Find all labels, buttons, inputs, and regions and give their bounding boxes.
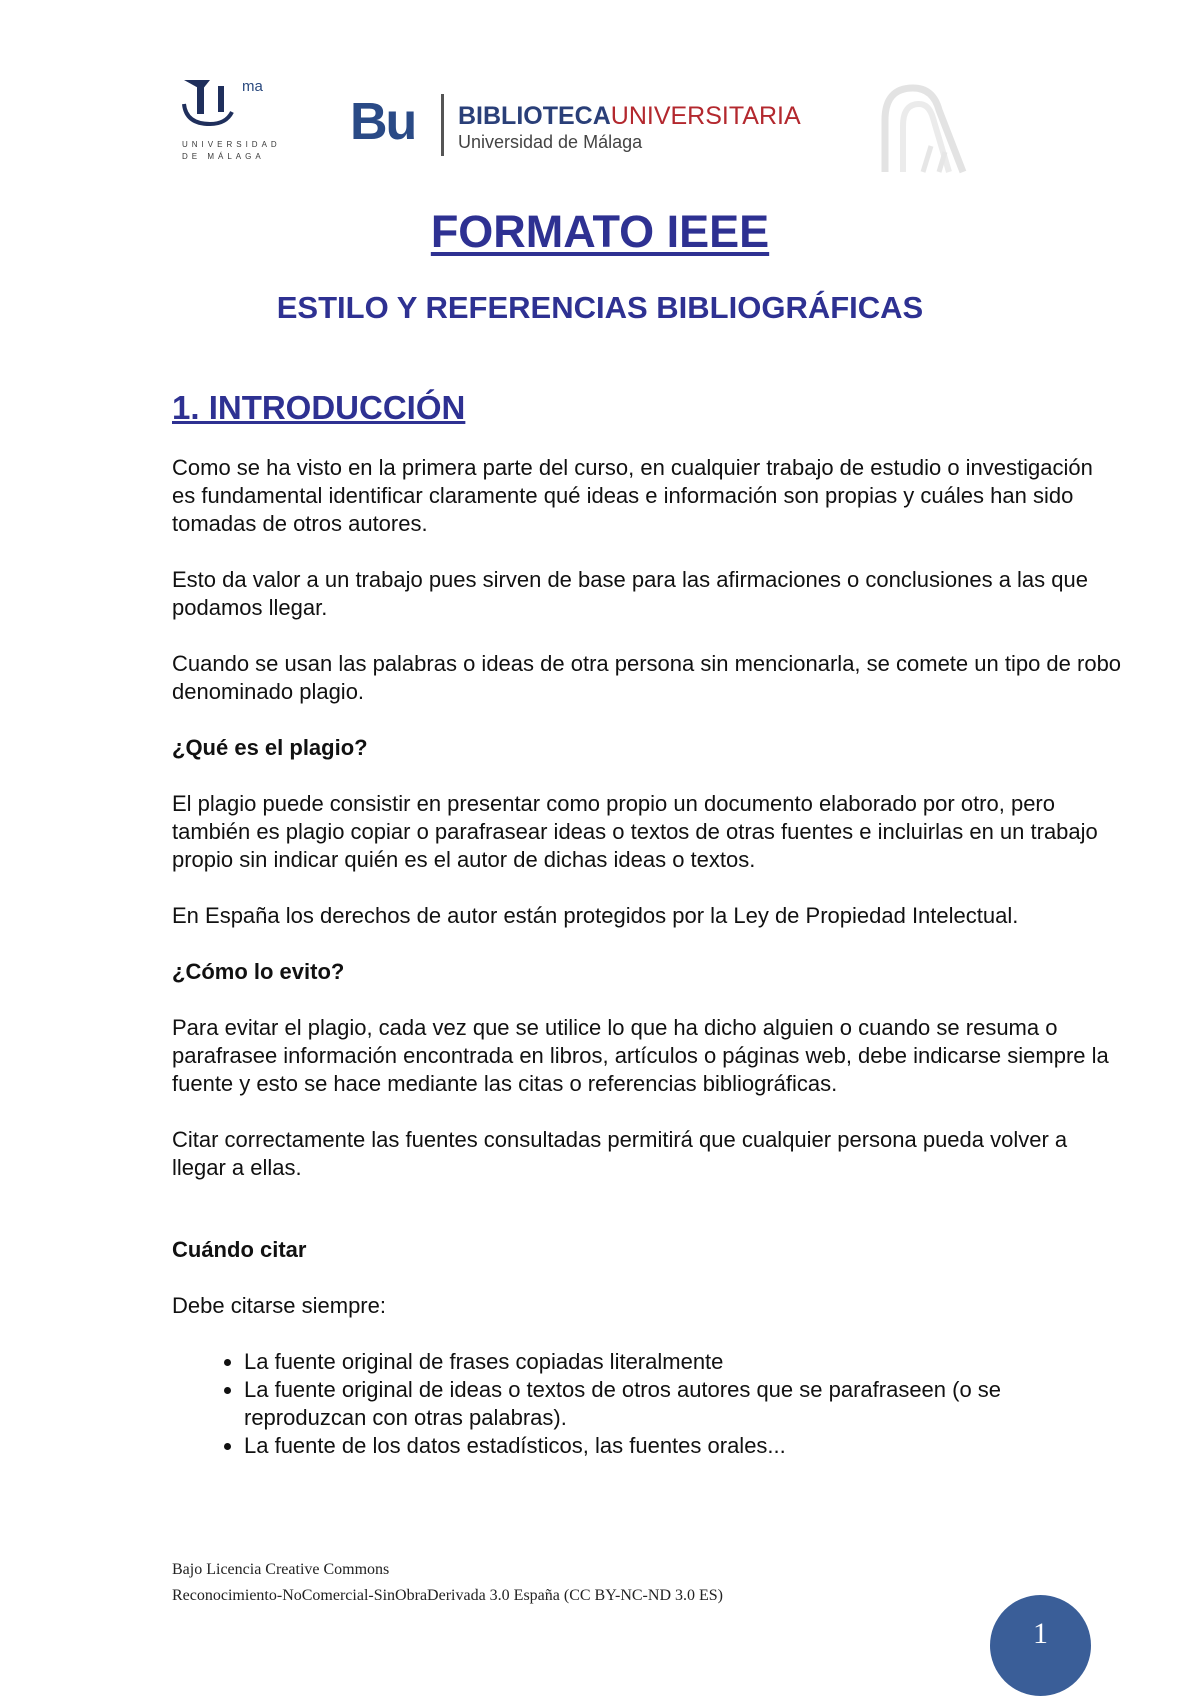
bu-logo-subtitle: Universidad de Málaga <box>458 132 643 152</box>
subheading: ¿Cómo lo evito? <box>172 959 345 984</box>
bullet-list <box>172 1348 1122 1460</box>
paragraph: Cuando se usan las palabras o ideas de otra persona sin mencionarla, se comete un tipo de robo denominado plagio. <box>172 651 1122 704</box>
subheading: ¿Qué es el plagio? <box>172 735 368 760</box>
list-item: • La fuente original de ideas o textos de otros autores que se parafraseen (o se reproduzcan con otras palabras). <box>244 1376 1122 1432</box>
page-number-badge: 1 <box>990 1595 1091 1696</box>
list-item: • La fuente de los datos estadísticos, las fuentes orales... <box>244 1432 1122 1460</box>
university-logo <box>180 76 280 166</box>
paragraph: Debe citarse siempre: <box>172 1293 386 1318</box>
license-footer: Bajo Licencia Creative Commons Reconocimiento-NoComercial-SinObraDerivada 3.0 España (CC BY-NC-ND 3.0 ES) <box>172 1561 723 1604</box>
paragraph: Citar correctamente las fuentes consultadas permitirá que cualquier persona pueda volver a llegar a ellas. <box>172 1127 1068 1180</box>
bu-logo-divider <box>441 94 444 156</box>
uma-logo-superscript: ma <box>242 78 263 95</box>
bu-logo-letters: Bu <box>350 93 416 151</box>
uma-logo-icon <box>180 76 240 128</box>
list-item: • La fuente original de frases copiadas literalmente <box>244 1348 1122 1376</box>
paragraph: En España los derechos de autor están protegidos por la Ley de Propiedad Intelectual. <box>172 903 1019 928</box>
paragraph: Esto da valor a un trabajo pues sirven de base para las afirmaciones o conclusiones a las que podamos llegar. <box>172 567 1088 620</box>
section-heading: 1. INTRODUCCIÓN <box>172 389 466 426</box>
decorative-arches-icon <box>875 80 975 180</box>
document-title: FORMATO IEEE <box>430 206 770 257</box>
paragraph: Para evitar el plagio, cada vez que se utilice lo que ha dicho alguien o cuando se resuma o parafrasee información encontrada en libros, artículos o páginas web, debe indicarse siempre la fuente y esto se hace mediante las citas o referencias bibliográficas. <box>172 1015 1109 1096</box>
subheading: Cuándo citar <box>172 1237 307 1262</box>
document-subtitle: ESTILO Y REFERENCIAS BIBLIOGRÁFICAS <box>276 290 924 325</box>
uma-logo-text: UNIVERSIDAD DE MÁLAGA <box>182 140 281 161</box>
paragraph: El plagio puede consistir en presentar como propio un documento elaborado por otro, pero también es plagio copiar o parafrasear ideas o textos de otras fuentes e incluirlas en un trabajo propio sin indicar quién es el autor de dichas ideas o textos. <box>172 791 1098 872</box>
paragraph: Como se ha visto en la primera parte del curso, en cualquier trabajo de estudio o investigación es fundamental identificar claramente qué ideas e información son propias y cuáles han sido tomadas de otros autores. <box>172 455 1093 536</box>
document-body <box>172 386 1122 1460</box>
bu-logo-name: BIBLIOTECAUNIVERSITARIA <box>458 102 801 130</box>
